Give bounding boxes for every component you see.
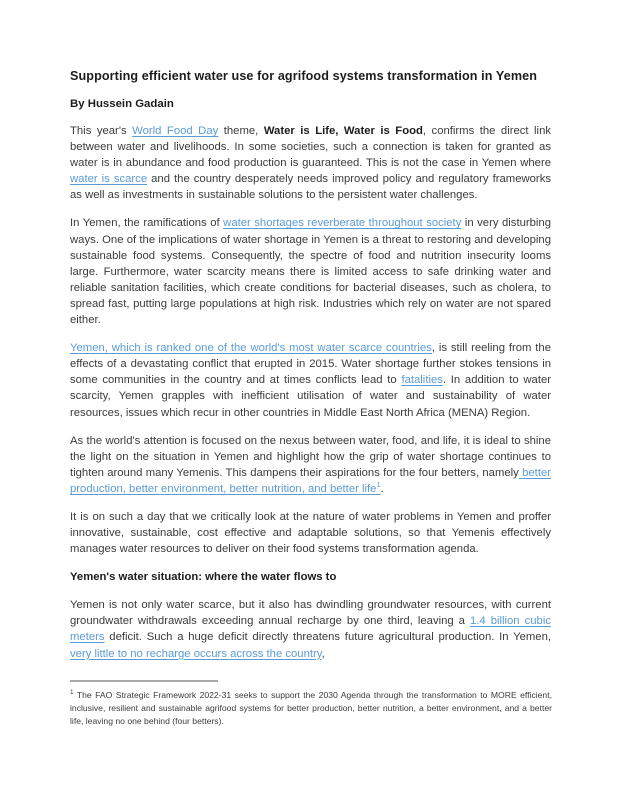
link-water-is-scarce[interactable]: water is scarce (70, 173, 148, 186)
footnote-marker-1[interactable]: 1 (376, 480, 381, 490)
paragraph-3 (70, 340, 551, 420)
paragraph-1-text-3: , confirms the direct link between water and livelihoods. In some societies, such a connection is taken for granted as water is in abundance and food production is guaranteed. This is not the case in Yemen where (70, 125, 551, 170)
link-yemen-water-scarce-countries[interactable]: Yemen, which is ranked one of the world's most water scarce countries (70, 342, 432, 355)
link-billion-cubic-meters[interactable]: 1.4 billion cubic meters (70, 615, 551, 644)
paragraph-4 (70, 433, 551, 497)
paragraph-1-bold-theme: Water is Life, Water is Food (263, 125, 423, 137)
link-world-food-day[interactable]: World Food Day (132, 125, 219, 137)
paragraph-5 (70, 509, 551, 557)
paragraph-3-text-2: . In addition to water scarcity, Yemen grapples with inefficient utilisation of water and sustainability of water resources, issues which recur in other countries in Middle East North Africa (MENA) Region. (70, 374, 552, 419)
footnote-separator-rule (70, 680, 218, 682)
link-four-betters-label: better production, better environment, better nutrition, and better life (70, 466, 551, 495)
footnote-area (70, 680, 552, 729)
page-title: Supporting efficient water use for agrifood systems transformation in Yemen (70, 69, 538, 83)
link-very-little-recharge[interactable]: very little to no recharge occurs across the country (70, 647, 322, 660)
paragraph-1-text-4: and the country desperately needs improved policy and regulatory frameworks as well as investments in sustainable solutions to the persistent water challenges. (70, 173, 551, 202)
link-fatalities[interactable]: fatalities (401, 374, 443, 387)
paragraph-3-text-1: , is still reeling from the effects of a devastating conflict that erupted in 2015. Water shortage further stokes tensions in some communities in the country and at times conflicts lead to (70, 342, 551, 387)
paragraph-4-text-2: . (380, 482, 384, 495)
paragraph-6-text-3: , (321, 647, 325, 660)
paragraph-5-text-1: It is on such a day that we critically look at the nature of water problems in Yemen and proffer innovative, sustainable, cost effective and adaptable solutions, so that Yemenis effectively manages water resources to deliver on their food systems transformation agenda. (70, 510, 551, 556)
paragraph-2-text-1: In Yemen, the ramifications of (70, 217, 224, 230)
footnote-1-text: The FAO Strategic Framework 2022-31 seeks to support the 2030 Agenda through the transformation to MORE efficient, inclusive, resilient and sustainable agrifood systems for better production, better nutrition, a better environment, and a better life, leaving no one behind (four betters). (70, 689, 552, 727)
paragraph-2-text-2: in very disturbing ways. One of the implications of water shortage in Yemen is a threat to restoring and developing sustainable food systems. Consequently, the spectre of food and nutrition insecurity looms large. Furthermore, water scarcity means there is limited access to safe drinking water and reliable sanitation facilities, which create conditions for bacterial diseases, such as cholera, to spread fast, putting large populations at high risk. Industries which rely on water are not spared either. (70, 217, 551, 327)
author-byline: By Hussein Gadain (70, 98, 174, 110)
paragraph-2 (70, 215, 551, 328)
document-content (70, 68, 551, 674)
footnote-1 (70, 689, 552, 729)
section-heading-water-situation: Yemen's water situation: where the water flows to (70, 571, 337, 584)
paragraph-6-text-1: Yemen is not only water scarce, but it also has dwindling groundwater resources, with current groundwater withdrawals exceeding annual recharge by one third, leaving a (70, 599, 551, 628)
paragraph-1-text-1: This year's (70, 125, 133, 137)
footnote-1-marker: 1 (70, 688, 74, 696)
paragraph-1-text-2: theme, (218, 125, 264, 137)
paragraph-6-text-2: deficit. Such a huge deficit directly threatens future agricultural production. In Yemen, (104, 631, 551, 644)
link-water-shortages-reverberate[interactable]: water shortages reverberate throughout society (223, 217, 462, 230)
paragraph-1 (70, 123, 551, 203)
paragraph-4-text-1: As the world's attention is focused on the nexus between water, food, and life, it is ideal to shine the light on the situation in Yemen and highlight how the grip of water shortage continues to tighten around many Yemenis. This dampens their aspirations for the four betters, namely (70, 434, 551, 479)
paragraph-6 (70, 597, 551, 661)
